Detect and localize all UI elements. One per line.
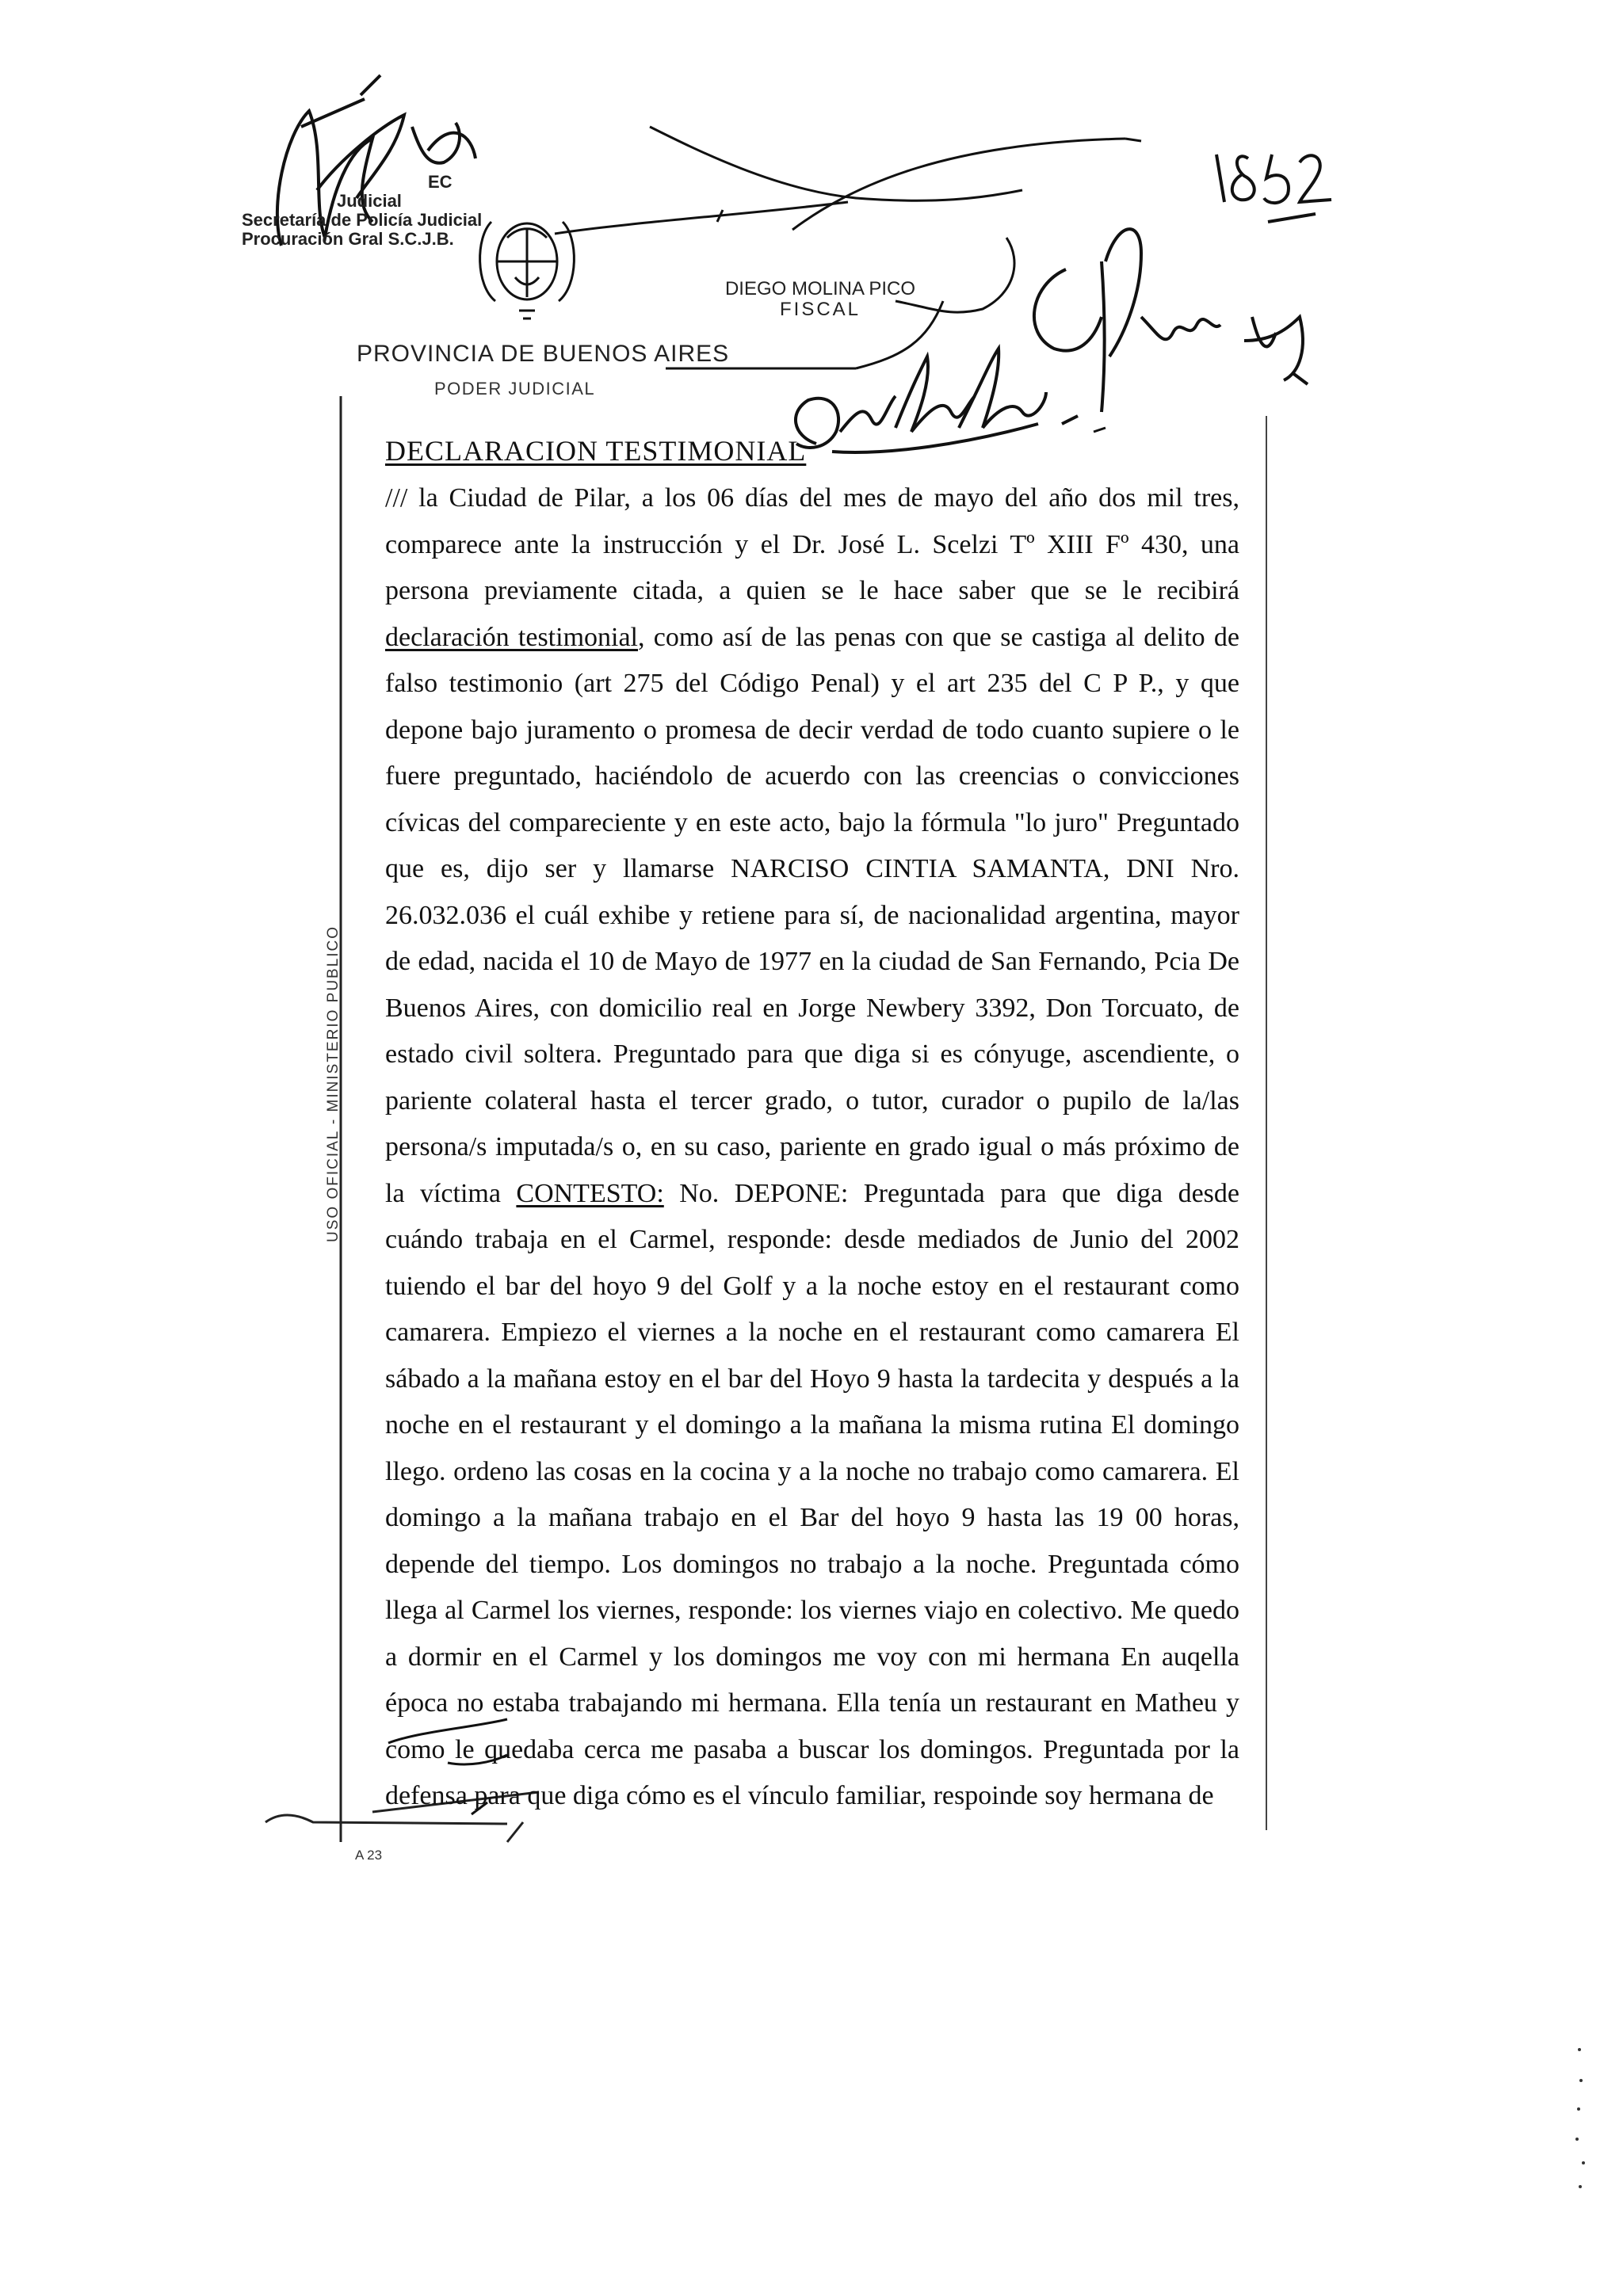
body-part: No. DEPONE: Preguntada para que diga desde cuándo trabaja en el Carmel, responde: desde mediados de Junio del 2002 tuiendo el bar del hoyo 9 del Golf y a la noche estoy en el restaurant como camarera. Empiezo el viernes a la noche en el restaurant como camarera El sábado a la mañana estoy en el bar del Hoyo 9 hasta la tardecita y después a la noche en el restaurant y el domingo a la mañana la misma rutina El domingo llego. ordeno las cosas en la cocina y a la noche no trabajo como camarera. El domingo a la mañana trabajo en el Bar del hoyo 9 hasta las 19 00 horas, depende del tiempo. Los domingos no trabajo a la noche. Preguntada cómo llega al Carmel los viernes, responde: los viernes viajo en colectivo. Me quedo a dormir en el Carmel y los domingos me voy con mi hermana En auqella época no estaba trabajando mi hermana. Ella tenía un restaurant en Matheu y como le quedaba cerca me pasaba a buscar los domingos. Preguntada por la defensa para que diga cómo es el vínculo familiar, respoinde soy hermana de — [385, 1178, 1239, 1810]
signature-middle — [796, 349, 1078, 452]
stamp-line: Secretaría de Policía Judicial — [242, 210, 483, 230]
side-label: USO OFICIAL - MINISTERIO PUBLICO — [325, 925, 342, 1242]
body-part: , como así de las penas con que se castiga al delito de falso testimonio (art 275 del Código Penal) y el art 235 del C P P., y que depone bajo juramento o promesa de decir verdad de todo cuanto supiere o le fuere preguntado, haciéndolo de acuerdo con las creencias o convicciones cívicas del compareciente y en este acto, bajo la fórmula "lo juro" Preguntado que es, dijo ser y llamarse NARCISO CINTIA SAMANTA, DNI Nro. 26.032.036 el cuál exhibe y retiene para sí, de nacionalidad argentina, mayor de edad, nacida el 10 de Mayo de 1977 en la ciudad de San Fernando, Pcia De Buenos Aires, con domicilio real en Jorge Newbery 3392, Don Torcuato, de estado civil soltera. Preguntado para que diga si es cónyuge, ascendiente, o pariente colateral hasta el tercer grado, o tutor, curador o pupilo de la/las persona/s imputada/s o, en su caso, pariente en grado igual o más próximo de la víctima — [385, 622, 1239, 1208]
scan-specks — [1575, 2048, 1585, 2188]
fiscal-name: DIEGO MOLINA PICO — [724, 278, 916, 299]
testimony-paragraph — [385, 475, 1239, 1820]
body-part: /// la Ciudad de Pilar, a los 06 días del mes de mayo del año dos mil tres, comparece ante la instrucción y el Dr. José L. Scelzi Tº XIII Fº 430, una persona previamente citada, a quien se le hace saber que se le recibirá — [385, 483, 1239, 605]
stamp-fiscal — [717, 279, 923, 320]
document-body — [385, 475, 1239, 1820]
body-underlined: declaración testimonial — [385, 622, 639, 652]
stamp-line: Judicial — [337, 191, 402, 211]
stamp-line: EC — [428, 172, 453, 192]
fiscal-title: FISCAL — [779, 299, 861, 320]
body-underlined: CONTESTO: — [516, 1178, 664, 1208]
stamp-line: Procuración Gral S.C.J.B. — [242, 229, 454, 249]
header-province: PROVINCIA DE BUENOS AIRES — [357, 341, 730, 367]
footer-code: A 23 — [355, 1848, 383, 1863]
signature-fiscal-strokes — [555, 127, 1141, 368]
stamp-left — [242, 173, 495, 249]
document-title: DECLARACION TESTIMONIAL — [385, 435, 807, 467]
signature-right — [1034, 229, 1308, 412]
folio-number-handwritten — [1216, 154, 1331, 222]
header-poder-judicial: PODER JUDICIAL — [434, 379, 596, 399]
